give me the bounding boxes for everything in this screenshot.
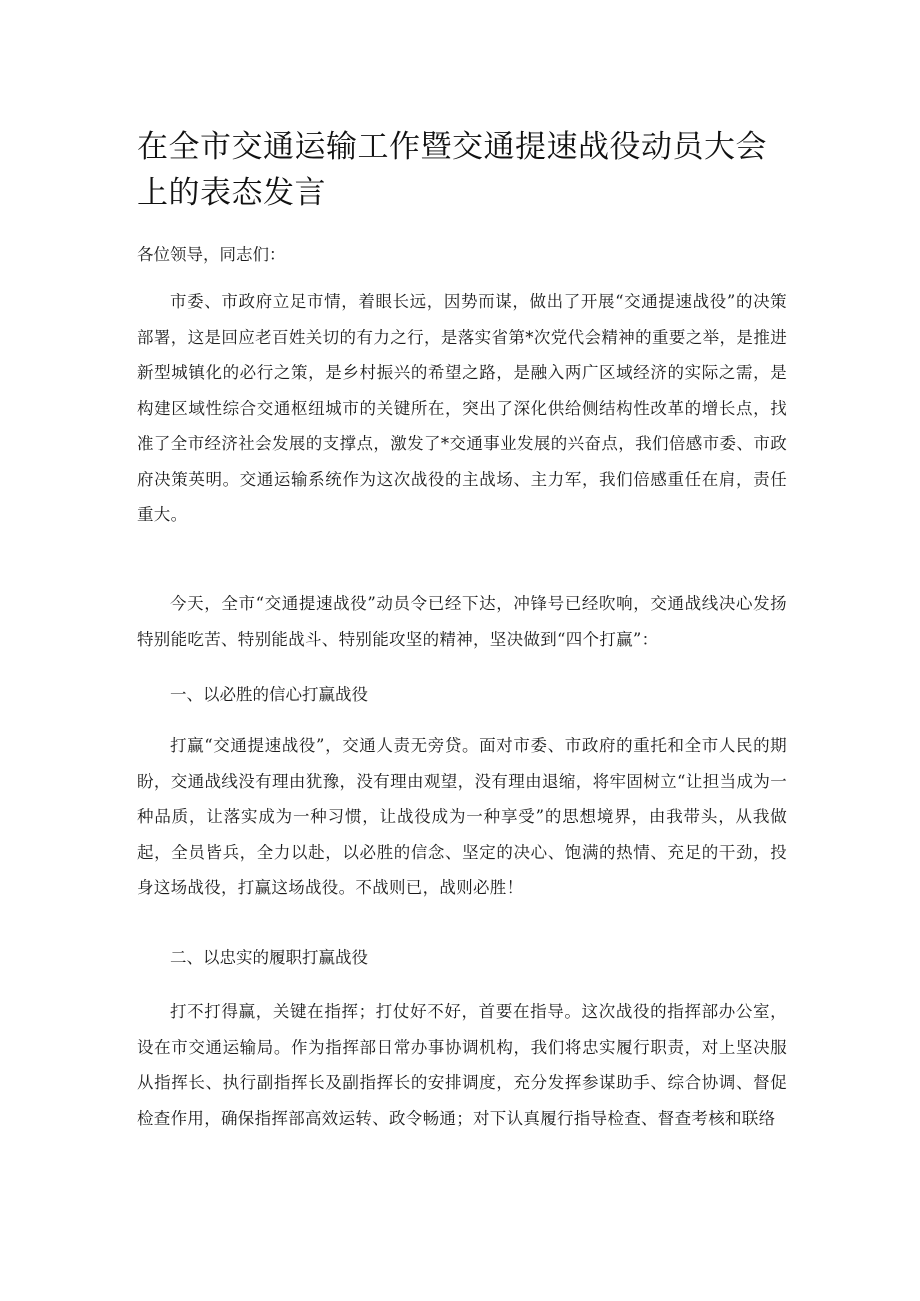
paragraph-1: 市委、市政府立足市情，着眼长远，因势而谋，做出了开展“交通提速战役”的决策部署，这是回应老百姓关切的有力之行，是落实省第*次党代会精神的重要之举，是推进新型城镇化的必行之策，是乡村振兴的希望之路，是融入两广区域经济的实际之需，是构建区域性综合交通枢纽城市的关键所在，突出了深化供给侧结构性改革的增长点，找准了全市经济社会发展的支撑点，激发了*交通事业发展的兴奋点，我们倍感市委、市政府决策英明。交通运输系统作为这次战役的主战场、主力军，我们倍感重任在肩，责任重大。 bbox=[137, 292, 787, 524]
section-heading-2: 二、以忠实的履职打赢战役 bbox=[170, 948, 368, 967]
paragraph-3: 打赢“交通提速战役”，交通人责无旁贷。面对市委、市政府的重托和全市人民的期盼，交通战线没有理由犹豫，没有理由观望，没有理由退缩，将牢固树立“让担当成为一种品质，让落实成为一种习惯，让战役成为一种享受”的思想境界，由我带头，从我做起，全员皆兵，全力以赴，以必胜的信念、坚定的决心、饱满的热情、充足的干劲，投身这场战役，打赢这场战役。不战则已，战则必胜！ bbox=[137, 736, 787, 897]
section-heading-1: 一、以必胜的信心打赢战役 bbox=[170, 685, 368, 704]
paragraph-2: 今天，全市“交通提速战役”动员令已经下达，冲锋号已经吹响，交通战线决心发扬特别能吃苦、特别能战斗、特别能攻坚的精神，坚决做到“四个打赢”： bbox=[137, 594, 787, 649]
salutation: 各位领导，同志们： bbox=[137, 245, 286, 264]
document-title: 在全市交通运输工作暨交通提速战役动员大会上的表态发言 bbox=[137, 129, 767, 211]
paragraph-4: 打不打得赢，关键在指挥；打仗好不好，首要在指导。这次战役的指挥部办公室，设在市交通运输局。作为指挥部日常办事协调机构，我们将忠实履行职责，对上坚决服从指挥长、执行副指挥长及副指挥长的安排调度，充分发挥参谋助手、综合协调、督促检查作用，确保指挥部高效运转、政令畅通；对下认真履行指导检查、督查考核和联络 bbox=[137, 1002, 787, 1128]
